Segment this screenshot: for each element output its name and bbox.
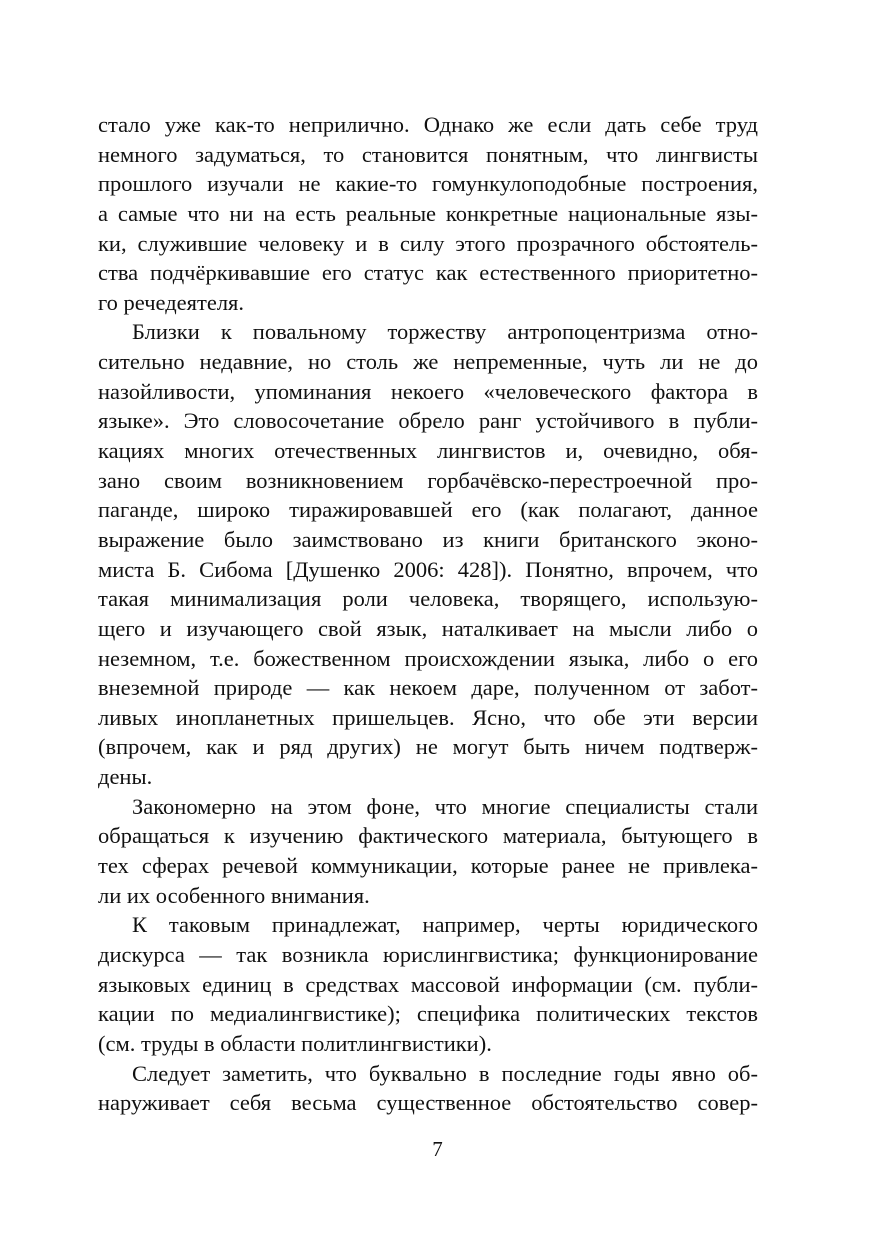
text-line: обращаться к изучению фактического материала, бытующего в <box>98 823 758 849</box>
paragraph-4 <box>98 910 758 1058</box>
text-line: выражение было заимствовано из книги британского эконо- <box>98 526 758 552</box>
text-line: щего и изучающего свой язык, наталкивает на мысли либо о <box>98 615 758 641</box>
page-number: 7 <box>432 1137 443 1161</box>
text-line: а самые что ни на есть реальные конкретные национальные язы- <box>98 200 758 226</box>
text-line: (впрочем, как и ряд других) не могут быть ничем подтверж- <box>98 734 758 760</box>
text-line: неземном, т.е. божественном происхождении языка, либо о его <box>98 645 758 671</box>
text-line: внеземной природе — как некоем даре, полученном от забот- <box>98 675 758 701</box>
text-line: зано своим возникновением горбачёвско-перестроечной про- <box>98 467 758 493</box>
text-line: наруживает себя весьма существенное обстоятельство совер- <box>98 1090 758 1116</box>
text-line: немного задуматься, то становится понятным, что лингвисты <box>98 141 758 167</box>
paragraph-2 <box>98 317 758 791</box>
text-line: тех сферах речевой коммуникации, которые ранее не привлека- <box>98 853 758 879</box>
text-line: ливых инопланетных пришельцев. Ясно, что обе эти версии <box>98 704 758 730</box>
text-line: ли их особенного внимания. <box>98 882 370 908</box>
text-line: кации по медиалингвистике); специфика политических текстов <box>98 1001 758 1027</box>
text-line: К таковым принадлежат, например, черты юридического <box>132 912 758 938</box>
text-line: стало уже как-то неприлично. Однако же если дать себе труд <box>98 112 758 137</box>
text-line: миста Б. Сибома [Душенко 2006: 428]). Понятно, впрочем, что <box>98 556 758 582</box>
text-line: кациях многих отечественных лингвистов и, очевидно, обя- <box>98 438 758 464</box>
text-line: назойливости, упоминания некоего «человеческого фактора в <box>98 378 758 404</box>
text-line: паганде, широко тиражировавшей его (как полагают, данное <box>98 497 758 523</box>
text-line: ки, служившие человеку и в силу этого прозрачного обстоятель- <box>98 230 758 256</box>
text-line: языковых единиц в средствах массовой информации (см. публи- <box>98 971 758 997</box>
text-line: дены. <box>98 764 153 790</box>
text-line: дискурса — так возникла юрислингвистика; функционирование <box>98 941 758 967</box>
paragraph-1 <box>98 110 758 317</box>
paragraph-3 <box>98 792 758 911</box>
text-line: Близки к повальному торжеству антропоцентризма отно- <box>132 319 758 345</box>
paragraph-5 <box>98 1059 758 1118</box>
text-line: (см. труды в области политлингвистики). <box>98 1030 492 1056</box>
text-line: такая минимализация роли человека, творящего, использую- <box>98 586 758 612</box>
text-line: сительно недавние, но столь же непременные, чуть ли не до <box>98 349 758 375</box>
text-line: го речедеятеля. <box>98 289 245 315</box>
text-line: Закономерно на этом фоне, что многие специалисты стали <box>132 793 758 819</box>
text-line: ства подчёркивавшие его статус как естественного приоритетно- <box>98 260 758 286</box>
page-text-body <box>98 110 758 1118</box>
text-line: Следует заметить, что буквально в последние годы явно об- <box>132 1060 758 1086</box>
text-line: языке». Это словосочетание обрело ранг устойчивого в публи- <box>98 408 758 434</box>
text-line: прошлого изучали не какие-то гомункулоподобные построения, <box>98 171 758 197</box>
